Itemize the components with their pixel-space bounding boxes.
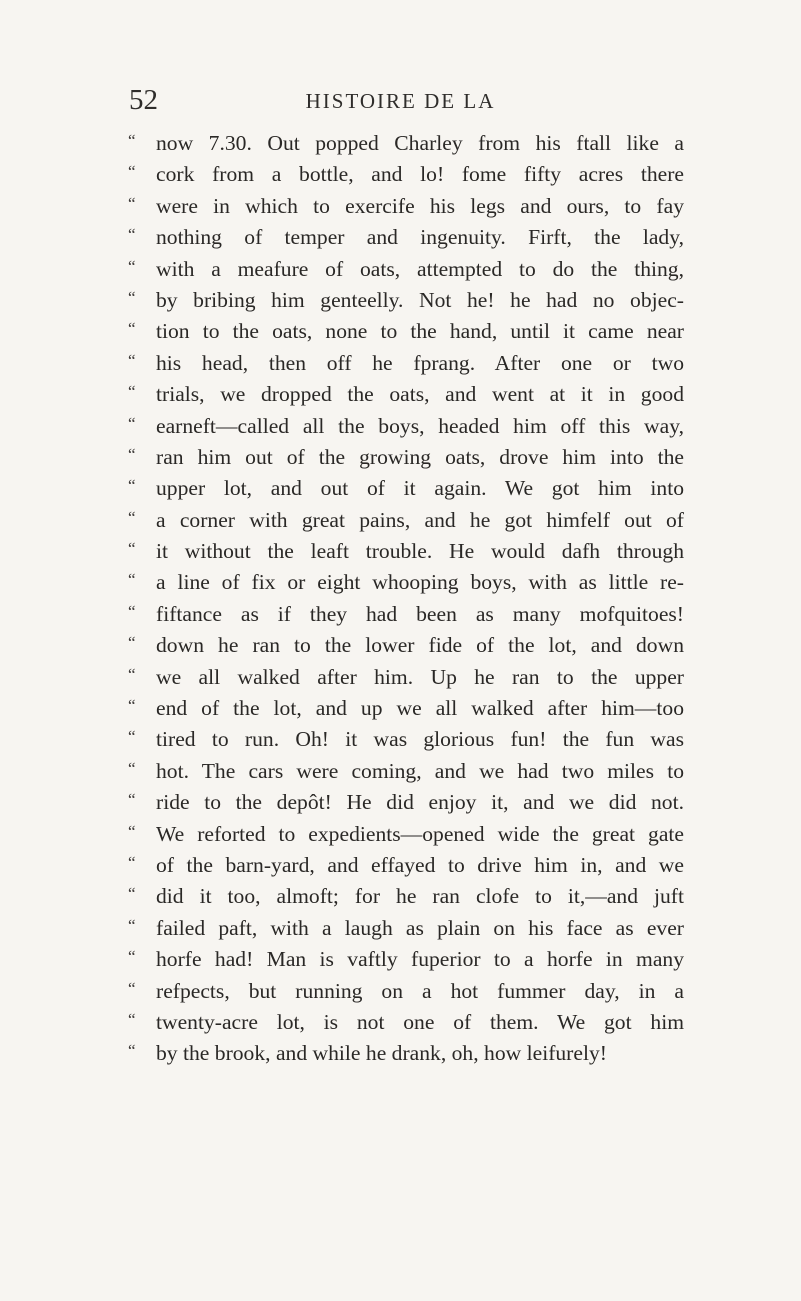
line-text: did it too, almoft; for he ran clofe to it,—and juft bbox=[156, 884, 684, 909]
text-line bbox=[128, 411, 684, 442]
text-line bbox=[128, 599, 684, 630]
opening-quote-mark: “ bbox=[128, 350, 136, 370]
opening-quote-mark: “ bbox=[128, 539, 136, 559]
line-text: refpects, but running on a hot fummer day, in a bbox=[156, 978, 684, 1003]
opening-quote-mark: “ bbox=[128, 476, 136, 496]
text-line bbox=[128, 881, 684, 912]
opening-quote-mark: “ bbox=[128, 1009, 136, 1029]
opening-quote-mark: “ bbox=[128, 507, 136, 527]
text-line bbox=[128, 128, 684, 159]
opening-quote-mark: “ bbox=[128, 633, 136, 653]
line-text: ran him out of the growing oats, drove him into the bbox=[156, 444, 684, 469]
text-line bbox=[128, 222, 684, 253]
text-line bbox=[128, 630, 684, 661]
text-line bbox=[128, 567, 684, 598]
text-line bbox=[128, 285, 684, 316]
opening-quote-mark: “ bbox=[128, 256, 136, 276]
text-line bbox=[128, 191, 684, 222]
line-text: were in which to exercife his legs and ours, to fay bbox=[156, 193, 684, 218]
text-line bbox=[128, 756, 684, 787]
opening-quote-mark: “ bbox=[128, 727, 136, 747]
opening-quote-mark: “ bbox=[128, 570, 136, 590]
text-line bbox=[128, 442, 684, 473]
opening-quote-mark: “ bbox=[128, 601, 136, 621]
opening-quote-mark: “ bbox=[128, 915, 136, 935]
opening-quote-mark: “ bbox=[128, 852, 136, 872]
text-line bbox=[128, 1038, 684, 1069]
text-line bbox=[128, 787, 684, 818]
opening-quote-mark: “ bbox=[128, 382, 136, 402]
text-line bbox=[128, 348, 684, 379]
text-line bbox=[128, 505, 684, 536]
opening-quote-mark: “ bbox=[128, 319, 136, 339]
line-text: his head, then off he fprang. After one or two bbox=[156, 350, 684, 375]
line-text: twenty-acre lot, is not one of them. We got him bbox=[156, 1009, 684, 1034]
line-text: We reforted to expedients—opened wide the great gate bbox=[156, 821, 684, 846]
line-text: ride to the depôt! He did enjoy it, and we did not. bbox=[156, 790, 684, 815]
line-text: by bribing him genteelly. Not he! he had no objec- bbox=[156, 287, 684, 312]
line-text: horfe had! Man is vaftly fuperior to a horfe in many bbox=[156, 947, 684, 972]
page-header bbox=[0, 80, 801, 120]
line-text: end of the lot, and up we all walked after him—too bbox=[156, 696, 684, 721]
opening-quote-mark: “ bbox=[128, 444, 136, 464]
line-text: a corner with great pains, and he got himfelf out of bbox=[156, 507, 684, 532]
text-line bbox=[128, 693, 684, 724]
opening-quote-mark: “ bbox=[128, 131, 136, 150]
opening-quote-mark: “ bbox=[128, 287, 136, 307]
opening-quote-mark: “ bbox=[128, 1041, 136, 1061]
line-text: tion to the oats, none to the hand, until it came near bbox=[156, 319, 684, 344]
line-text: it without the leaft trouble. He would dafh through bbox=[156, 539, 684, 564]
line-text: by the brook, and while he drank, oh, how leifurely! bbox=[156, 1041, 607, 1066]
text-line bbox=[128, 724, 684, 755]
line-text: cork from a bottle, and lo! fome fifty acres there bbox=[156, 162, 684, 187]
line-text: trials, we dropped the oats, and went at it in good bbox=[156, 382, 684, 407]
opening-quote-mark: “ bbox=[128, 225, 136, 245]
page-number: 52 bbox=[129, 84, 158, 116]
opening-quote-mark: “ bbox=[128, 821, 136, 841]
opening-quote-mark: “ bbox=[128, 696, 136, 716]
text-line bbox=[128, 944, 684, 975]
line-text: we all walked after him. Up he ran to the upper bbox=[156, 664, 684, 689]
line-text: hot. The cars were coming, and we had two miles to bbox=[156, 758, 684, 783]
text-line bbox=[128, 316, 684, 347]
line-text: a line of fix or eight whooping boys, with as little re- bbox=[156, 570, 684, 595]
text-line bbox=[128, 662, 684, 693]
line-text: of the barn-yard, and effayed to drive him in, and we bbox=[156, 852, 684, 877]
line-text: now 7.30. Out popped Charley from his ftall like a bbox=[156, 131, 684, 155]
text-line bbox=[128, 976, 684, 1007]
line-text: fiftance as if they had been as many mofquitoes! bbox=[156, 601, 684, 626]
text-line bbox=[128, 254, 684, 285]
opening-quote-mark: “ bbox=[128, 884, 136, 904]
line-text: with a meafure of oats, attempted to do the thing, bbox=[156, 256, 684, 281]
line-text: tired to run. Oh! it was glorious fun! the fun was bbox=[156, 727, 684, 752]
body-text bbox=[128, 128, 684, 1070]
text-line bbox=[128, 536, 684, 567]
text-line bbox=[128, 850, 684, 881]
text-line bbox=[128, 913, 684, 944]
opening-quote-mark: “ bbox=[128, 790, 136, 810]
opening-quote-mark: “ bbox=[128, 193, 136, 213]
text-line bbox=[128, 379, 684, 410]
running-title: HISTOIRE DE LA bbox=[305, 89, 496, 113]
opening-quote-mark: “ bbox=[128, 664, 136, 684]
opening-quote-mark: “ bbox=[128, 413, 136, 433]
line-text: upper lot, and out of it again. We got him into bbox=[156, 476, 684, 501]
opening-quote-mark: “ bbox=[128, 758, 136, 778]
line-text: down he ran to the lower fide of the lot, and down bbox=[156, 633, 684, 658]
opening-quote-mark: “ bbox=[128, 978, 136, 998]
line-text: failed paft, with a laugh as plain on his face as ever bbox=[156, 915, 684, 940]
line-text: nothing of temper and ingenuity. Firft, the lady, bbox=[156, 225, 684, 250]
opening-quote-mark: “ bbox=[128, 947, 136, 967]
text-line bbox=[128, 159, 684, 190]
line-text: earneft—called all the boys, headed him off this way, bbox=[156, 413, 684, 438]
text-line bbox=[128, 819, 684, 850]
text-line bbox=[128, 473, 684, 504]
text-line bbox=[128, 1007, 684, 1038]
opening-quote-mark: “ bbox=[128, 162, 136, 182]
